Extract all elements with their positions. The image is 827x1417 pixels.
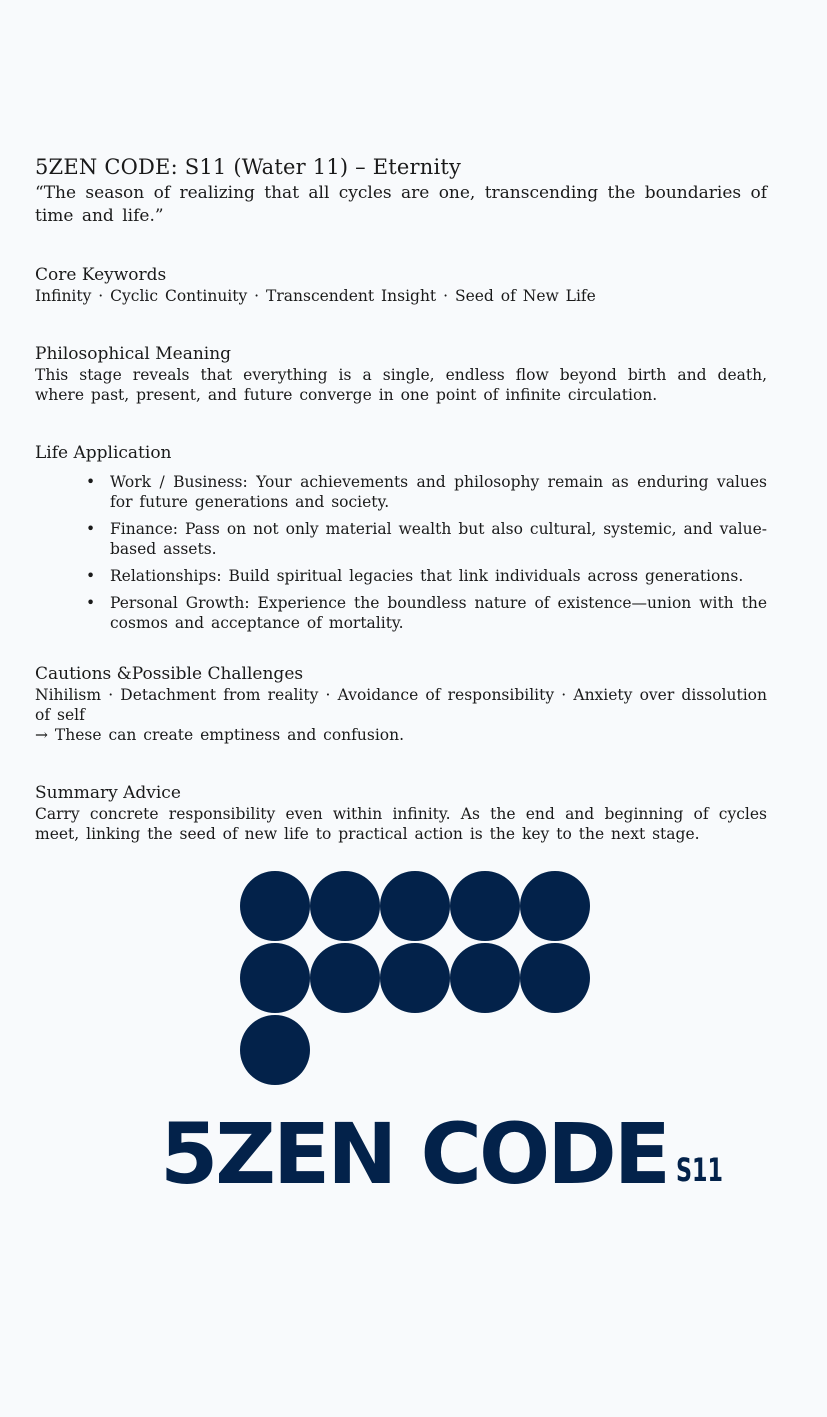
philosophical-meaning-heading: Philosophical Meaning [35,344,232,364]
bullet-icon: • [86,567,96,585]
list-item-text: Relationships: Build spiritual legacies that link individuals across generations. [110,567,744,585]
list-item-text: Personal Growth: Experience the boundless nature of existence—union with the cosmos and acceptance of mortality. [110,594,767,632]
logo-dot [380,871,450,941]
logo-dot [310,871,380,941]
summary-advice-heading: Summary Advice [35,783,181,803]
logo-dot [310,943,380,1013]
page-title: 5ZEN CODE: S11 (Water 11) – Eternity [35,155,462,179]
list-item [86,593,767,633]
logo-wordmark: 5ZEN CODE [160,1105,668,1203]
logo-dot [240,1015,310,1085]
list-item-text: Finance: Pass on not only material wealth but also cultural, systemic, and value-based assets. [110,520,767,558]
life-application-list [35,472,767,633]
logo-dot [240,871,310,941]
philosophical-meaning-text: This stage reveals that everything is a single, endless flow beyond birth and death, where past, present, and future converge in one point of infinite circulation. [35,366,767,404]
list-item [86,566,767,586]
logo-dot [520,943,590,1013]
logo-dot [380,943,450,1013]
cautions-section [35,663,767,745]
core-keywords-text: Infinity · Cyclic Continuity · Transcendent Insight · Seed of New Life [35,287,596,305]
life-application-section [35,442,767,633]
cautions-result: → These can create emptiness and confusion. [35,726,405,744]
summary-advice-section [35,782,767,844]
bullet-icon: • [86,473,96,491]
life-application-heading: Life Application [35,443,172,463]
core-keywords-section [35,264,767,306]
logo-dot [450,943,520,1013]
document-body [35,152,767,844]
bullet-icon: • [86,594,96,612]
list-item [86,519,767,559]
philosophical-meaning-section [35,343,767,405]
list-item-text: Work / Business: Your achievements and philosophy remain as enduring values for future generations and society. [110,473,767,511]
tagline-quote: “The season of realizing that all cycles are one, transcending the boundaries of time and life.” [35,183,767,226]
logo-dot-grid [240,871,590,1085]
bullet-icon: • [86,520,96,538]
list-item [86,472,767,512]
cautions-text: Nihilism · Detachment from reality · Avoidance of responsibility · Anxiety over dissolution of self [35,686,767,724]
logo-subscript: S11 [676,1151,723,1189]
logo-dot [520,871,590,941]
logo-dot [240,943,310,1013]
logo-dot [450,871,520,941]
summary-advice-text: Carry concrete responsibility even within infinity. As the end and beginning of cycles meet, linking the seed of new life to practical action is the key to the next stage. [35,805,767,843]
cautions-heading: Cautions &Possible Challenges [35,664,304,684]
core-keywords-heading: Core Keywords [35,265,167,285]
